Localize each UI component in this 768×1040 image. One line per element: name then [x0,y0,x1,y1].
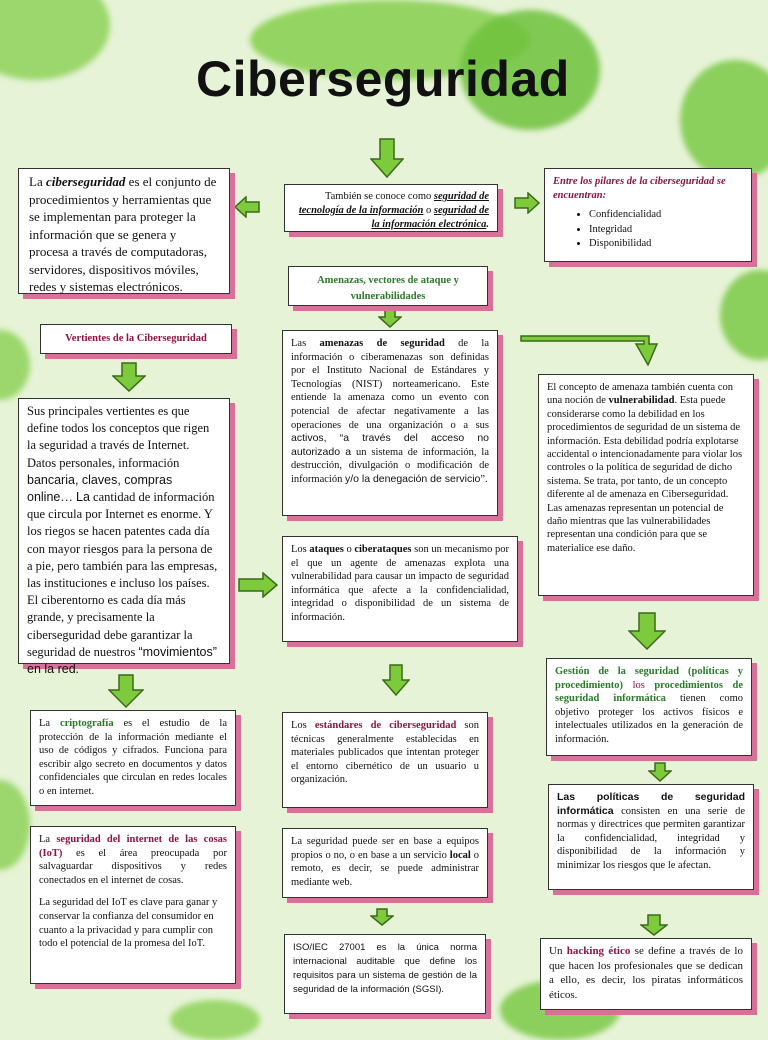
watercolor-blob [170,1000,260,1040]
arrow-down-icon [370,908,394,926]
arrow-down-icon [108,674,144,708]
pillar-item: • Integridad [589,223,743,237]
arrow-bent-right-icon [520,332,670,366]
threats-definition-box: Las amenazas de seguridad de la información o ciberamenazas son definidas por el Instituto Nacional de Estándares y Tecnologías (NIST) norteamericano. Este entiende la amenaza como un evento con potencial de afectar negativamente a las operaciones de una organización o a sus activos, “a través del acceso no autorizado a un sistema de información, la destrucción, divulgación o modificación de información y/o la denegación de servicio”. [282,330,498,516]
vertientes-description-box: Sus principales vertientes es que define todos los conceptos que rigen la seguridad a través de Internet. Datos personales, información bancaria, claves, compras online… La cantidad de información que circula por Internet es enorme. Y los riegos se hacen patentes cada día con mayor riesgos para la persona de a pie, pero también para las empresas, las instituciones e incluso los países. El ciberentorno es cada día más grande, y precisamente la ciberseguridad debe garantizar la seguridad de nuestros “movimientos” en la red. [18,398,230,664]
arrow-down-icon [378,308,402,328]
watercolor-blob [0,330,30,400]
watercolor-blob [0,0,110,80]
term-ciberseguridad: ciberseguridad [45,174,126,189]
arrow-down-icon [628,612,666,650]
arrow-right-icon [238,572,278,598]
ciberseguridad-definition-box: La ciberseguridad es el conjunto de procedimientos y herramientas que se implementan para proteger la información que se genera y procesa a través de computadoras, servidores, dispositivos móviles, redes y sistemas electrónicos. [18,168,230,294]
watercolor-blob [720,270,768,360]
pillar-item: • Confidencialidad [589,208,743,222]
arrow-down-icon [640,914,668,936]
vulnerability-box: El concepto de amenaza también cuenta con una noción de vulnerabilidad. Esta puede considerarse como la debilidad en los procedimientos de seguridad de un sistema de información. Esta debilidad podría explotarse accidental o intencionadamente para violar los controles o la política de seguridad de dicho sistema. Se trata, por tanto, de un concepto diferente al de amenaza en Ciberseguridad. Las amenazas representan un potencial de daño mientras que las vulnerabilidades representan una condición para que se materialice ese daño. [538,374,754,596]
pillar-item: • Disponibilidad [589,237,743,251]
security-policies-box: Las políticas de seguridad informática consisten en una serie de normas y directrices que permiten garantizar la confidencialidad, integridad y disponibilidad de la información y minimizar los riesgos que le afectan. [548,784,754,890]
arrow-down-icon [370,138,404,178]
standards-box: Los estándares de ciberseguridad son técnicas generalmente establecidas en materiales publicados que intentan proteger el entorno cibernético de un usuario u organización. [282,712,488,808]
also-known-as-box: También se conoce como seguridad de tecnología de la información o seguridad de la información electrónica. [284,184,498,232]
watercolor-blob [0,780,30,870]
iso-27001-box: ISO/IEC 27001 es la única norma internacional auditable que define los requisitos para un sistema de gestión de la seguridad de la información (SGSI). [284,934,486,1014]
threats-heading-box: Amenazas, vectores de ataque y vulnerabilidades [288,266,488,306]
page-title: Ciberseguridad [196,51,570,107]
ethical-hacking-box: Un hacking ético se define a través de lo que hacen los profesionales que se dedican a ello, es decir, los piratas informáticos éticos. [540,938,752,1010]
arrow-down-icon [648,762,672,782]
attacks-box: Los ataques o ciberataques son un mecanismo por el que un agente de amenazas explota una vulnerabilidad para causar un impacto de seguridad informática que afecte a la confidencialidad, integridad o disponibilidad de un sistema de información. [282,536,518,642]
arrow-right-icon [514,192,540,214]
watercolor-blob [680,60,768,180]
arrow-left-icon [234,196,260,218]
security-management-box: Gestión de la seguridad (políticas y procedimiento) los procedimientos de seguridad informática tienen como objetivo proteger los activos físicos e intelectuales utilizados en la generación de información. [546,658,752,756]
pillars-box [544,168,752,262]
arrow-down-icon [112,362,146,392]
pillars-heading: Entre los pilares de la ciberseguridad se encuentran: [553,176,726,201]
vertientes-heading-box: Vertientes de la Ciberseguridad [40,324,232,354]
arrow-down-icon [382,664,410,696]
local-remote-box: La seguridad puede ser en base a equipos propios o no, o en base a un servicio local o remoto, es decir, se puede administrar mediante web. [282,828,488,898]
cryptography-box: La criptografía es el estudio de la protección de la información mediante el uso de códigos y cifrados. Funciona para escribir algo secreto en documentos y datos confidenciales que circulan en redes locales o en internet. [30,710,236,806]
iot-security-box: La seguridad del internet de las cosas (IoT) es el área preocupada por salvaguardar dispositivos y redes conectados en el internet de cosas. La seguridad del IoT es clave para ganar y conservar la confianza del consumidor en cuanto a la privacidad y para cumplir con todo el potencial de la promesa del IoT. [30,826,236,984]
